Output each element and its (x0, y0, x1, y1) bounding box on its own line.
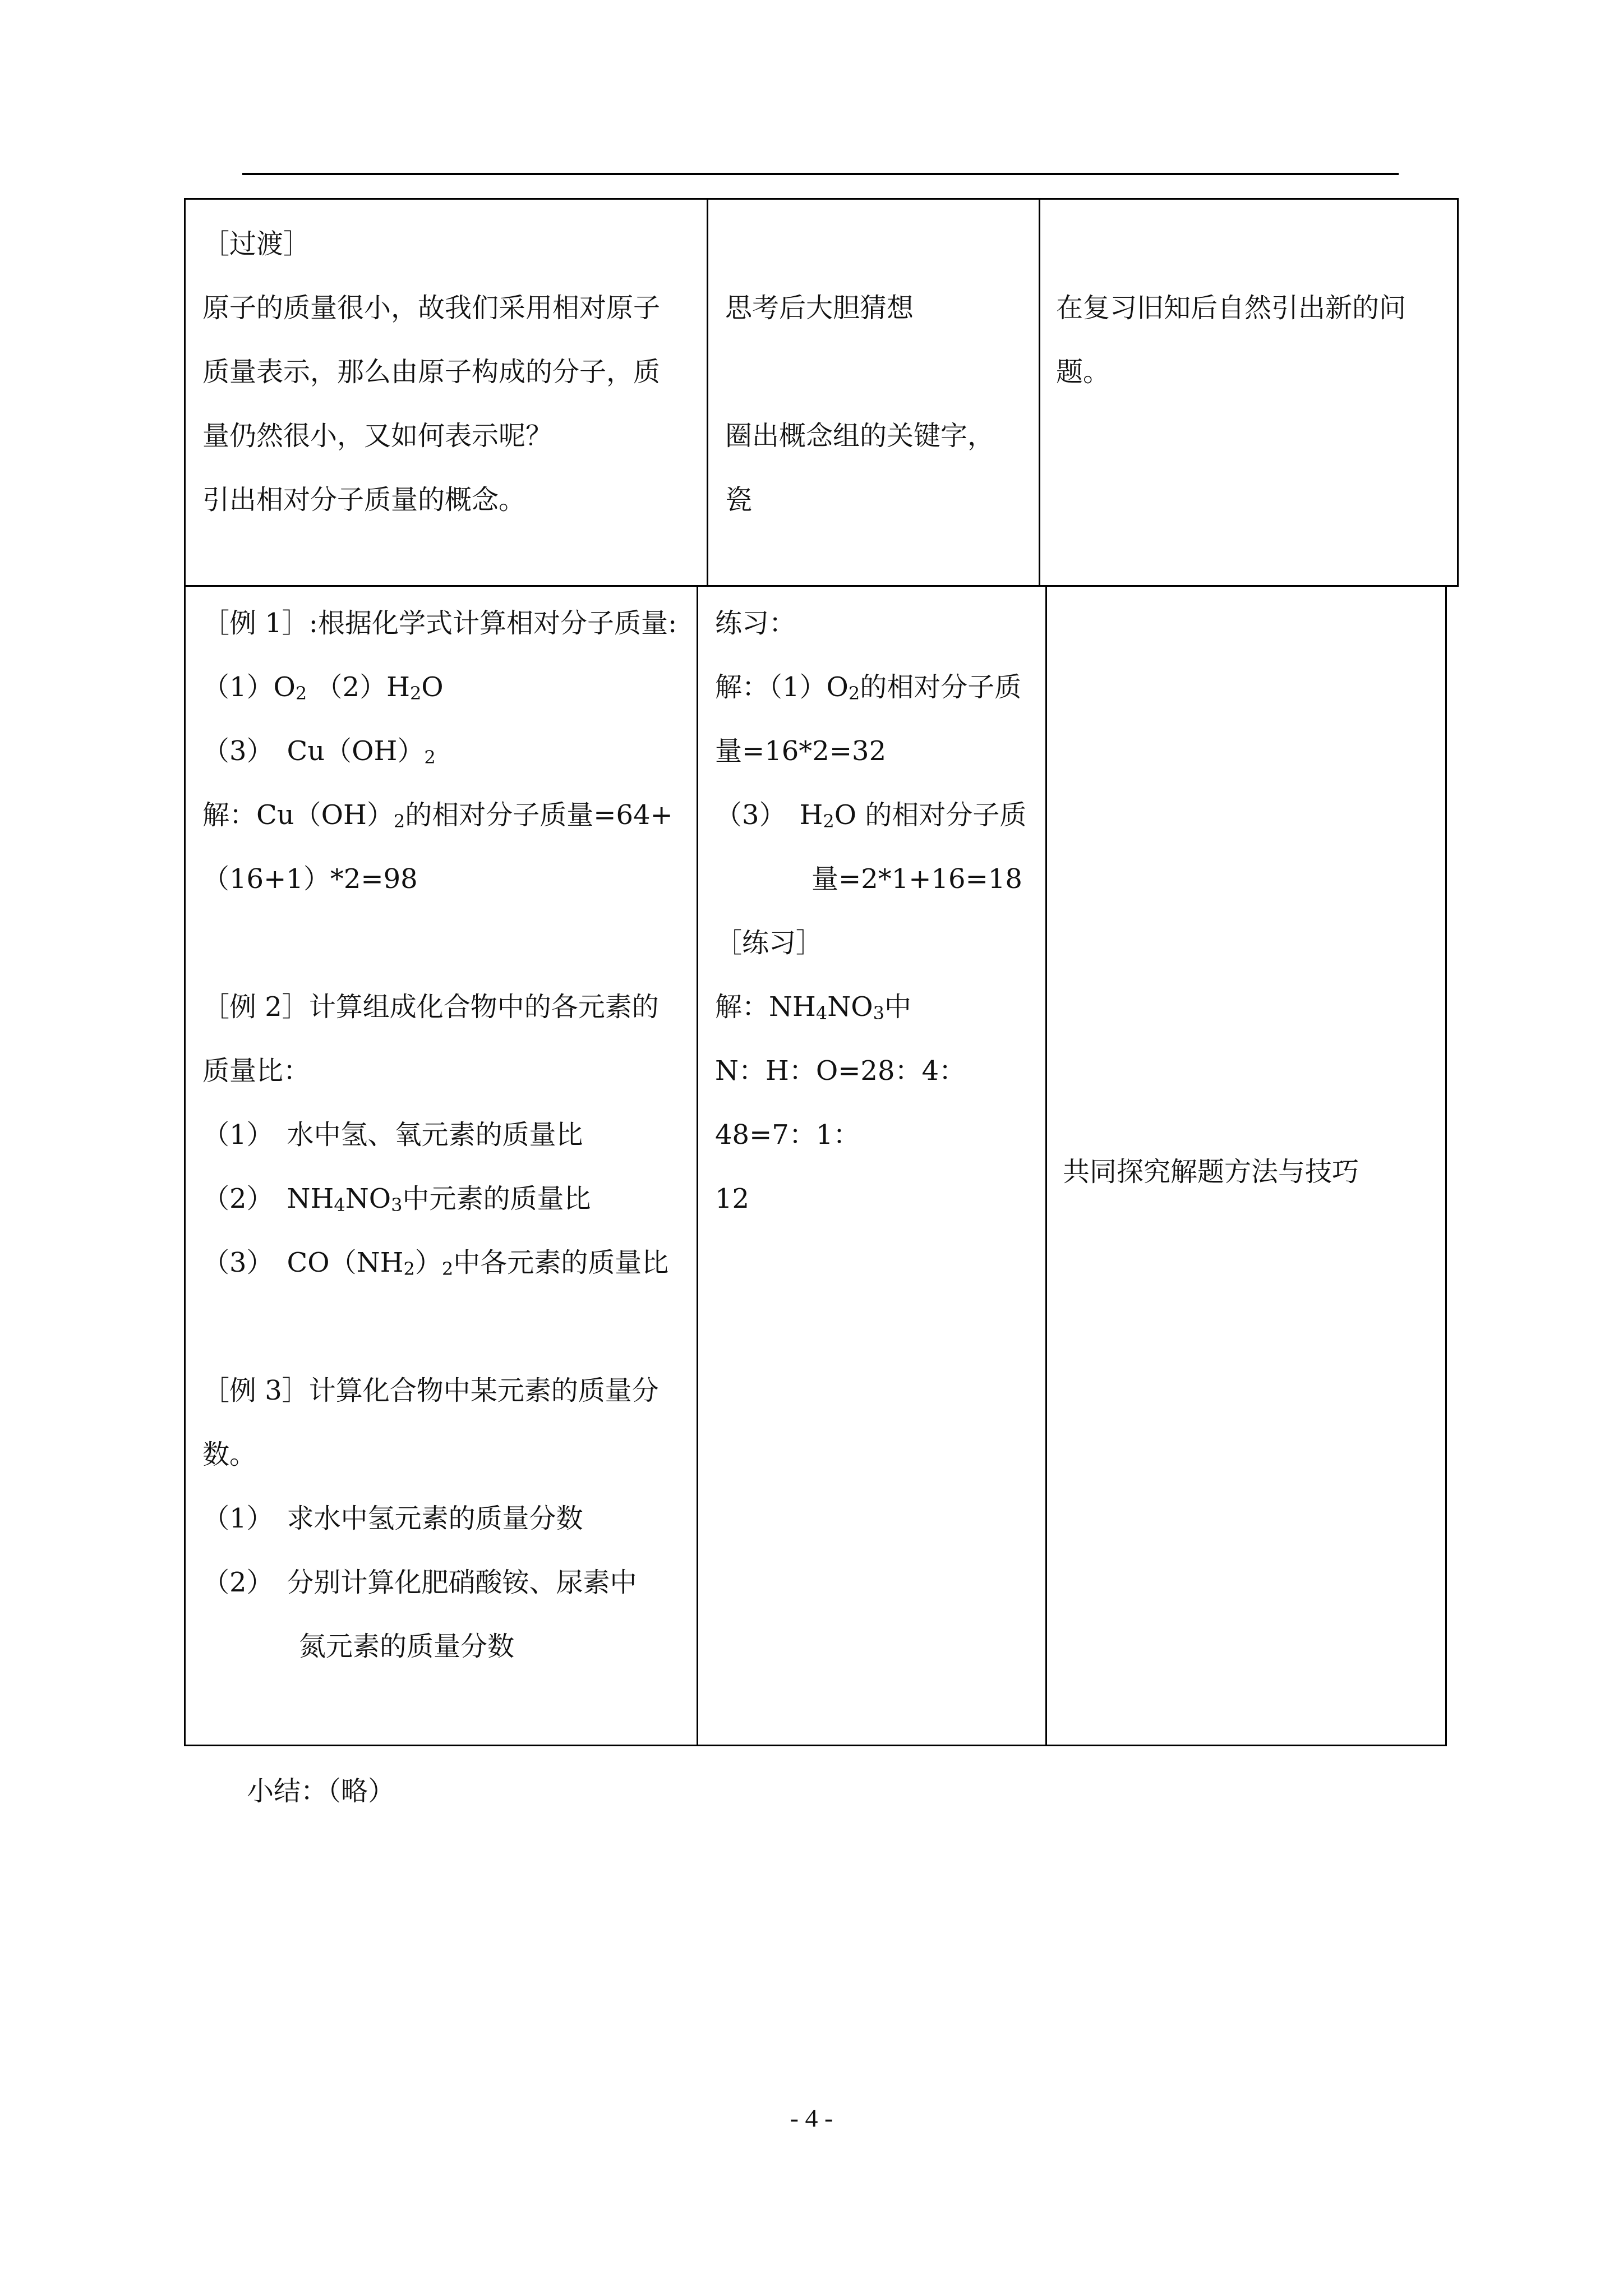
practice-title2: ［练习］ (715, 927, 823, 959)
example2-question3: （3） $CO(NH_2)_2$中各元素的质量比 (202, 1247, 669, 1280)
page-number: - 4 - (790, 2104, 833, 2132)
example3-question2: （2） 分别计算化肥硝酸铵、尿素中 (202, 1567, 637, 1598)
example1-title: ［例 1］:根据化学式计算相对分子质量: (202, 608, 677, 639)
example3-question1: （1） 求水中氢元素的质量分数 (202, 1503, 583, 1534)
example3-title-cont: 数。 (202, 1439, 257, 1470)
practice-solution3-ratio: N：H：O=28：4：48=7：1： (715, 1055, 966, 1151)
example3-question2-cont: 氮元素的质量分数 (299, 1631, 515, 1662)
row1-col2-cell (707, 198, 1040, 587)
transition-text-line2: 质量表示，那么由原子构成的分子，质 (202, 356, 661, 388)
transition-text-line4: 引出相对分子质量的概念。 (202, 484, 526, 516)
practice-title: 练习： (715, 608, 796, 639)
row1-col3-cell (1039, 198, 1459, 587)
design-intent-line2: 题。 (1056, 356, 1110, 388)
practice-solution1: 解：$(1)O_2$的相对分子质 (715, 671, 1022, 704)
practice-solution1-cont: 量=16*2=32 (715, 735, 887, 767)
example1-solution: 解：$Cu(OH)_2$的相对分子质量=64+ (202, 799, 673, 832)
row2-col1-cell (184, 585, 698, 1746)
transition-text-line1: 原子的质量很小，故我们采用相对原子 (202, 292, 661, 324)
example2-question1: （1） 水中氢、氧元素的质量比 (202, 1119, 583, 1151)
example2-title-cont: 质量比： (202, 1055, 311, 1087)
method-note: 共同探究解题方法与技巧 (1063, 1156, 1359, 1188)
example2-title: ［例 2］计算组成化合物中的各元素的 (202, 991, 659, 1023)
practice-solution3: 解：$NH_4NO_3$中 (715, 991, 911, 1024)
summary-text: 小结：（略） (247, 1775, 395, 1807)
student-activity-3: 瓷 (725, 484, 753, 516)
practice-solution2-cont: 量=2*1+16=18 (811, 863, 1022, 895)
row2-col3-cell (1045, 585, 1447, 1746)
example1-question3: （3） $Cu(OH)_2$ (202, 735, 436, 768)
design-intent-line1: 在复习旧知后自然引出新的问 (1056, 292, 1407, 324)
transition-label: ［过渡］ (202, 228, 311, 260)
row2-col2-cell (697, 585, 1047, 1746)
header-rule (242, 173, 1399, 175)
practice-solution3-ratio-cont: 12 (715, 1183, 750, 1214)
example1-solution-cont: （16+1）*2=98 (202, 863, 418, 895)
student-activity-1: 思考后大胆猜想 (725, 292, 914, 324)
student-activity-2: 圈出概念组的关键字， (725, 420, 995, 452)
example1-questions: $(1)O_2$ $(2)H_2O$ (202, 671, 444, 704)
example3-title: ［例 3］计算化合物中某元素的质量分 (202, 1375, 659, 1406)
row1-col1-cell (184, 198, 708, 587)
example2-question2: （2） $NH_4NO_3$中元素的质量比 (202, 1183, 591, 1216)
practice-solution2: （3） $H_2O$ 的相对分子质 (715, 799, 1027, 832)
transition-text-line3: 量仍然很小，又如何表示呢？ (202, 420, 553, 452)
